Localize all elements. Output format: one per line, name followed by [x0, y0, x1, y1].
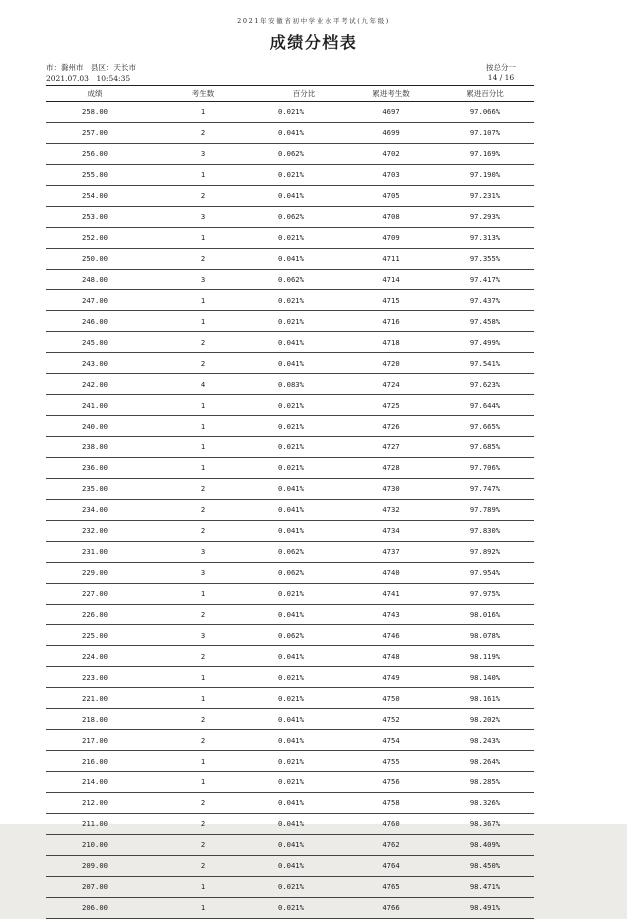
cell-count: 2: [200, 358, 206, 368]
cell-score: 231.00: [82, 547, 108, 557]
cell-cumulative-count: 4754: [382, 735, 400, 745]
table-row: [46, 270, 534, 291]
cell-score: 232.00: [82, 526, 108, 536]
table-row: [46, 814, 534, 835]
cell-percent: 0.062%: [278, 568, 304, 578]
cell-percent: 0.021%: [278, 442, 304, 452]
cell-cumulative-percent: 98.367%: [469, 819, 501, 829]
cell-cumulative-percent: 97.975%: [469, 589, 501, 599]
cell-percent: 0.021%: [278, 672, 304, 682]
table-row: [46, 395, 534, 416]
location-label: 市：滁州市 县区：天长市: [46, 63, 136, 72]
cell-cumulative-percent: 97.066%: [469, 107, 501, 117]
cell-percent: 0.021%: [278, 903, 304, 913]
cell-cumulative-count: 4727: [382, 442, 400, 452]
table-row: [46, 500, 534, 521]
table-row: [46, 877, 534, 898]
cell-cumulative-percent: 98.161%: [469, 693, 501, 703]
cell-cumulative-count: 4741: [382, 589, 400, 599]
cell-score: 218.00: [82, 714, 108, 724]
column-header-score: 成绩: [87, 89, 103, 98]
table-row: [46, 751, 534, 772]
cell-count: 1: [200, 672, 206, 682]
table-row: [46, 772, 534, 793]
cell-cumulative-count: 4699: [382, 128, 400, 138]
cell-score: 226.00: [82, 609, 108, 619]
table-row: [46, 144, 534, 165]
table-row: [46, 730, 534, 751]
table-row: [46, 709, 534, 730]
cell-percent: 0.041%: [278, 191, 304, 201]
cell-percent: 0.041%: [278, 798, 304, 808]
table-row: [46, 374, 534, 395]
cell-percent: 0.062%: [278, 149, 304, 159]
cell-percent: 0.041%: [278, 714, 304, 724]
cell-cumulative-count: 4748: [382, 651, 400, 661]
cell-cumulative-percent: 97.892%: [469, 547, 501, 557]
cell-cumulative-percent: 98.264%: [469, 756, 501, 766]
cell-cumulative-count: 4705: [382, 191, 400, 201]
cell-score: 245.00: [82, 337, 108, 347]
cell-cumulative-count: 4764: [382, 861, 400, 871]
cell-percent: 0.021%: [278, 589, 304, 599]
table-row: [46, 353, 534, 374]
cell-score: 227.00: [82, 589, 108, 599]
cell-count: 1: [200, 756, 206, 766]
table-body: [46, 102, 534, 919]
cell-count: 1: [200, 421, 206, 431]
cell-cumulative-percent: 97.954%: [469, 568, 501, 578]
table-row: [46, 186, 534, 207]
cell-score: 255.00: [82, 170, 108, 180]
cell-count: 2: [200, 861, 206, 871]
cell-cumulative-percent: 97.293%: [469, 212, 501, 222]
cell-count: 2: [200, 651, 206, 661]
cell-score: 253.00: [82, 212, 108, 222]
cell-score: 240.00: [82, 421, 108, 431]
cell-count: 2: [200, 798, 206, 808]
cell-percent: 0.021%: [278, 295, 304, 305]
cell-count: 1: [200, 233, 206, 243]
cell-cumulative-count: 4732: [382, 505, 400, 515]
cell-score: 214.00: [82, 777, 108, 787]
cell-cumulative-percent: 97.437%: [469, 295, 501, 305]
cell-cumulative-percent: 97.190%: [469, 170, 501, 180]
cell-cumulative-count: 4725: [382, 400, 400, 410]
table-row: [46, 479, 534, 500]
cell-cumulative-percent: 97.417%: [469, 274, 501, 284]
cell-count: 1: [200, 903, 206, 913]
cell-percent: 0.041%: [278, 358, 304, 368]
cell-cumulative-count: 4752: [382, 714, 400, 724]
table-row: [46, 542, 534, 563]
table-row: [46, 605, 534, 626]
cell-cumulative-count: 4750: [382, 693, 400, 703]
cell-percent: 0.041%: [278, 840, 304, 850]
cell-cumulative-count: 4760: [382, 819, 400, 829]
cell-cumulative-count: 4743: [382, 609, 400, 619]
cell-count: 2: [200, 714, 206, 724]
cell-cumulative-percent: 98.140%: [469, 672, 501, 682]
cell-cumulative-count: 4730: [382, 484, 400, 494]
cell-cumulative-percent: 97.644%: [469, 400, 501, 410]
cell-cumulative-percent: 97.458%: [469, 316, 501, 326]
page-title: 成绩分档表: [269, 33, 358, 52]
cell-cumulative-percent: 97.499%: [469, 337, 501, 347]
cell-count: 1: [200, 442, 206, 452]
column-header-percent: 百分比: [292, 89, 316, 98]
table-row: [46, 856, 534, 877]
cell-score: 250.00: [82, 254, 108, 264]
cell-cumulative-percent: 97.830%: [469, 526, 501, 536]
cell-percent: 0.021%: [278, 777, 304, 787]
cell-score: 225.00: [82, 630, 108, 640]
cell-count: 3: [200, 547, 206, 557]
cell-cumulative-percent: 97.355%: [469, 254, 501, 264]
cell-cumulative-count: 4711: [382, 254, 400, 264]
cell-score: 223.00: [82, 672, 108, 682]
cell-score: 209.00: [82, 861, 108, 871]
cell-count: 1: [200, 400, 206, 410]
cell-score: 217.00: [82, 735, 108, 745]
cell-score: 247.00: [82, 295, 108, 305]
table-row: [46, 563, 534, 584]
cell-percent: 0.041%: [278, 819, 304, 829]
cell-count: 2: [200, 128, 206, 138]
cell-score: 238.00: [82, 442, 108, 452]
cell-cumulative-percent: 98.243%: [469, 735, 501, 745]
cell-cumulative-percent: 98.409%: [469, 840, 501, 850]
cell-score: 241.00: [82, 400, 108, 410]
cell-cumulative-percent: 97.685%: [469, 442, 501, 452]
table-row: [46, 688, 534, 709]
cell-percent: 0.021%: [278, 421, 304, 431]
cell-percent: 0.021%: [278, 233, 304, 243]
datetime-label: 2021.07.03 10:54:35: [46, 74, 131, 83]
cell-cumulative-percent: 98.202%: [469, 714, 501, 724]
cell-count: 2: [200, 337, 206, 347]
cell-score: 212.00: [82, 798, 108, 808]
cell-percent: 0.041%: [278, 505, 304, 515]
cell-cumulative-count: 4708: [382, 212, 400, 222]
cell-count: 1: [200, 295, 206, 305]
cell-percent: 0.021%: [278, 463, 304, 473]
cell-count: 3: [200, 568, 206, 578]
cell-cumulative-percent: 98.450%: [469, 861, 501, 871]
cell-cumulative-count: 4765: [382, 882, 400, 892]
cell-score: 246.00: [82, 316, 108, 326]
cell-percent: 0.021%: [278, 756, 304, 766]
cell-cumulative-percent: 97.747%: [469, 484, 501, 494]
cell-score: 257.00: [82, 128, 108, 138]
cell-count: 2: [200, 819, 206, 829]
table-row: [46, 311, 534, 332]
cell-percent: 0.062%: [278, 212, 304, 222]
cell-percent: 0.021%: [278, 170, 304, 180]
cell-cumulative-count: 4755: [382, 756, 400, 766]
cell-score: 248.00: [82, 274, 108, 284]
cell-score: 221.00: [82, 693, 108, 703]
cell-count: 1: [200, 882, 206, 892]
cell-score: 224.00: [82, 651, 108, 661]
cell-cumulative-count: 4734: [382, 526, 400, 536]
cell-score: 258.00: [82, 107, 108, 117]
cell-cumulative-percent: 97.107%: [469, 128, 501, 138]
cell-percent: 0.041%: [278, 337, 304, 347]
table-row: [46, 290, 534, 311]
cell-cumulative-count: 4746: [382, 630, 400, 640]
cell-cumulative-percent: 98.078%: [469, 630, 501, 640]
cell-score: 206.00: [82, 903, 108, 913]
table-row: [46, 165, 534, 186]
cell-score: 207.00: [82, 882, 108, 892]
cell-cumulative-percent: 97.706%: [469, 463, 501, 473]
cell-count: 3: [200, 630, 206, 640]
cell-count: 1: [200, 170, 206, 180]
cell-score: 254.00: [82, 191, 108, 201]
sort-label: 按总分一: [486, 63, 516, 72]
table-row: [46, 123, 534, 144]
cell-cumulative-count: 4720: [382, 358, 400, 368]
cell-percent: 0.041%: [278, 609, 304, 619]
cell-cumulative-count: 4740: [382, 568, 400, 578]
cell-cumulative-count: 4749: [382, 672, 400, 682]
cell-score: 211.00: [82, 819, 108, 829]
cell-percent: 0.041%: [278, 861, 304, 871]
cell-cumulative-count: 4724: [382, 379, 400, 389]
cell-score: 234.00: [82, 505, 108, 515]
cell-cumulative-count: 4726: [382, 421, 400, 431]
page-number: 14 / 16: [487, 73, 515, 82]
cell-count: 1: [200, 777, 206, 787]
cell-percent: 0.041%: [278, 254, 304, 264]
cell-count: 2: [200, 191, 206, 201]
cell-percent: 0.021%: [278, 316, 304, 326]
cell-score: 229.00: [82, 568, 108, 578]
cell-count: 2: [200, 735, 206, 745]
table-row: [46, 207, 534, 228]
cell-cumulative-percent: 97.789%: [469, 505, 501, 515]
cell-cumulative-count: 4702: [382, 149, 400, 159]
cell-score: 242.00: [82, 379, 108, 389]
table-row: [46, 625, 534, 646]
cell-cumulative-count: 4756: [382, 777, 400, 787]
cell-cumulative-percent: 98.326%: [469, 798, 501, 808]
cell-count: 3: [200, 149, 206, 159]
cell-cumulative-percent: 97.623%: [469, 379, 501, 389]
table-row: [46, 793, 534, 814]
table-row: [46, 416, 534, 437]
cell-percent: 0.062%: [278, 630, 304, 640]
cell-cumulative-count: 4766: [382, 903, 400, 913]
cell-cumulative-count: 4728: [382, 463, 400, 473]
cell-count: 2: [200, 526, 206, 536]
cell-count: 1: [200, 693, 206, 703]
column-header-cumulative-percent: 累进百分比: [466, 89, 504, 98]
cell-count: 2: [200, 609, 206, 619]
table-row: [46, 521, 534, 542]
table-row: [46, 228, 534, 249]
cell-percent: 0.041%: [278, 484, 304, 494]
cell-cumulative-count: 4709: [382, 233, 400, 243]
column-header-cumulative-count: 累进考生数: [372, 89, 410, 98]
cell-cumulative-percent: 98.491%: [469, 903, 501, 913]
cell-percent: 0.062%: [278, 274, 304, 284]
cell-count: 2: [200, 254, 206, 264]
cell-cumulative-percent: 97.169%: [469, 149, 501, 159]
cell-percent: 0.021%: [278, 400, 304, 410]
cell-count: 3: [200, 212, 206, 222]
cell-count: 2: [200, 484, 206, 494]
table-row: [46, 646, 534, 667]
cell-count: 1: [200, 463, 206, 473]
cell-percent: 0.062%: [278, 547, 304, 557]
table-row: [46, 584, 534, 605]
cell-cumulative-percent: 98.119%: [469, 651, 501, 661]
cell-score: 216.00: [82, 756, 108, 766]
cell-percent: 0.021%: [278, 107, 304, 117]
cell-cumulative-percent: 97.541%: [469, 358, 501, 368]
cell-count: 1: [200, 316, 206, 326]
cell-count: 3: [200, 274, 206, 284]
cell-percent: 0.041%: [278, 735, 304, 745]
table-row: [46, 249, 534, 270]
cell-percent: 0.041%: [278, 128, 304, 138]
table-row: [46, 102, 534, 123]
cell-cumulative-count: 4758: [382, 798, 400, 808]
cell-count: 4: [200, 379, 206, 389]
cell-cumulative-count: 4716: [382, 316, 400, 326]
cell-count: 1: [200, 589, 206, 599]
cell-cumulative-count: 4714: [382, 274, 400, 284]
cell-percent: 0.041%: [278, 526, 304, 536]
cell-cumulative-percent: 98.285%: [469, 777, 501, 787]
exam-subtitle: 2021年安徽省初中学业水平考试(九年级): [237, 17, 390, 25]
cell-percent: 0.083%: [278, 379, 304, 389]
cell-percent: 0.021%: [278, 882, 304, 892]
score-table: [46, 85, 534, 919]
table-row: [46, 332, 534, 353]
cell-score: 252.00: [82, 233, 108, 243]
cell-cumulative-count: 4715: [382, 295, 400, 305]
table-row: [46, 667, 534, 688]
cell-score: 236.00: [82, 463, 108, 473]
cell-cumulative-count: 4737: [382, 547, 400, 557]
cell-cumulative-percent: 98.016%: [469, 609, 501, 619]
cell-percent: 0.041%: [278, 651, 304, 661]
cell-cumulative-percent: 98.471%: [469, 882, 501, 892]
table-row: [46, 835, 534, 856]
cell-score: 210.00: [82, 840, 108, 850]
table-row: [46, 458, 534, 479]
cell-count: 1: [200, 107, 206, 117]
column-header-count: 考生数: [191, 89, 215, 98]
cell-cumulative-count: 4762: [382, 840, 400, 850]
cell-cumulative-percent: 97.313%: [469, 233, 501, 243]
cell-percent: 0.021%: [278, 693, 304, 703]
table-header: [46, 86, 534, 102]
cell-score: 256.00: [82, 149, 108, 159]
cell-score: 243.00: [82, 358, 108, 368]
cell-cumulative-count: 4697: [382, 107, 400, 117]
cell-cumulative-percent: 97.231%: [469, 191, 501, 201]
table-row: [46, 437, 534, 458]
cell-count: 2: [200, 505, 206, 515]
table-row: [46, 898, 534, 919]
cell-count: 2: [200, 840, 206, 850]
cell-cumulative-count: 4718: [382, 337, 400, 347]
cell-cumulative-percent: 97.665%: [469, 421, 501, 431]
cell-cumulative-count: 4703: [382, 170, 400, 180]
cell-score: 235.00: [82, 484, 108, 494]
